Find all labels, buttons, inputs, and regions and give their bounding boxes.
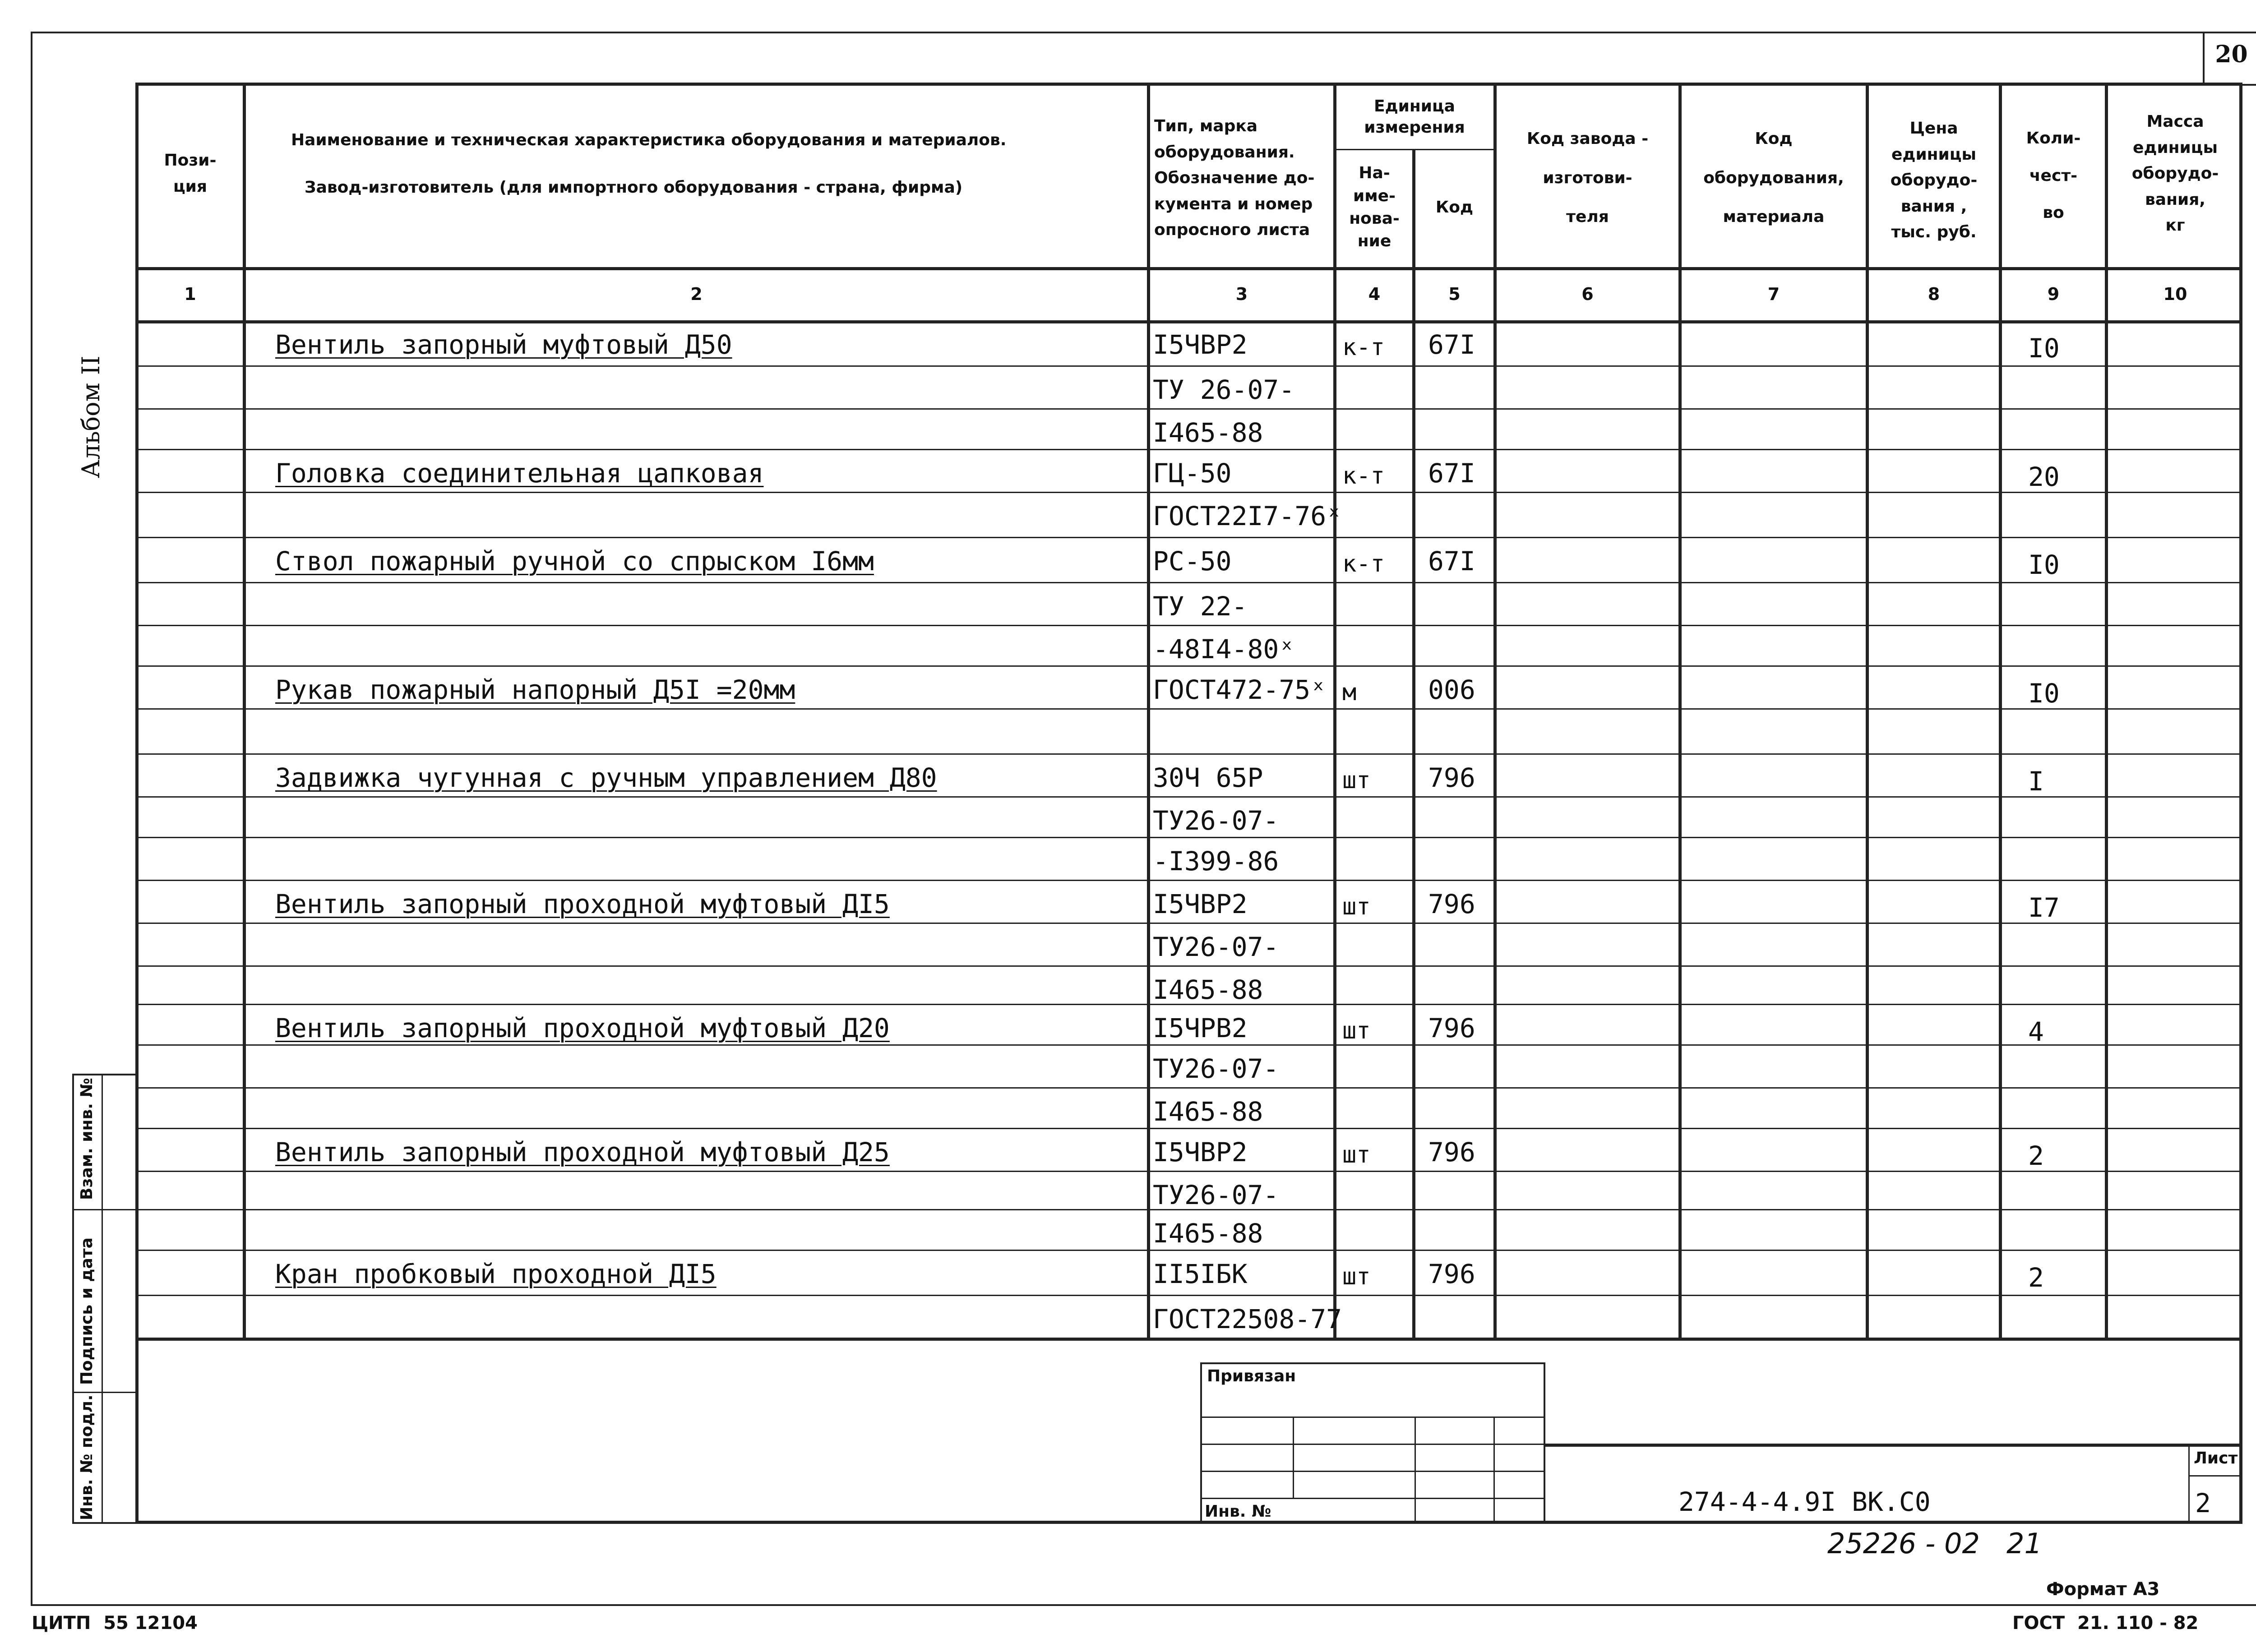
item-name: Вентиль запорный проходной муфтовый ДI5 bbox=[275, 889, 890, 919]
item-type-line: I5ЧВР2 bbox=[1153, 329, 1248, 360]
item-unit-code: 796 bbox=[1428, 889, 1475, 919]
col-line-4 bbox=[1412, 149, 1415, 1338]
doc-code-line bbox=[1545, 1444, 2242, 1447]
item-type-line: I465-88 bbox=[1153, 974, 1263, 1005]
item-unit-code: 796 bbox=[1428, 1013, 1475, 1043]
list-value: 2 bbox=[2195, 1488, 2211, 1518]
item-qty: I0 bbox=[2028, 333, 2060, 364]
colnum-3: 3 bbox=[1235, 284, 1248, 304]
colnum-8: 8 bbox=[1928, 284, 1940, 304]
header-name-line2: Завод-изготовитель (для импортного оборудования - страна, фирма) bbox=[305, 178, 963, 197]
col-line-9 bbox=[2105, 83, 2108, 1338]
privyazan-v1 bbox=[1293, 1417, 1294, 1498]
row-line bbox=[135, 837, 2242, 838]
header-unit-name: На- име- нова- ние bbox=[1349, 164, 1400, 251]
item-type-line: -I399-86 bbox=[1153, 846, 1279, 877]
item-type-line: I5ЧРВ2 bbox=[1153, 1013, 1248, 1043]
item-unit-code: 796 bbox=[1428, 1137, 1475, 1167]
side-label-inv: Инв. № подл. bbox=[78, 1394, 96, 1520]
colnum-divider bbox=[135, 320, 2242, 323]
row-line bbox=[135, 665, 2242, 667]
side-stamp-divider bbox=[102, 1074, 103, 1524]
item-unit-code: 796 bbox=[1428, 1259, 1475, 1289]
item-name: Задвижка чугунная с ручным управлением Д80 bbox=[275, 762, 937, 793]
colnum-2: 2 bbox=[690, 284, 703, 304]
item-unit: шт bbox=[1342, 1263, 1371, 1290]
item-qty: I bbox=[2028, 766, 2044, 797]
item-qty: I0 bbox=[2028, 678, 2060, 709]
item-unit-code: 67I bbox=[1428, 329, 1475, 360]
item-type-line: ТУ26-07- bbox=[1153, 932, 1279, 962]
row-line bbox=[135, 923, 2242, 924]
header-divider bbox=[135, 267, 2242, 270]
side-label-podpis: Подпись и дата bbox=[78, 1237, 96, 1385]
colnum-1: 1 bbox=[184, 284, 196, 304]
item-type-line: I465-88 bbox=[1153, 417, 1263, 448]
header-pos: Пози- ция bbox=[164, 151, 217, 196]
item-type-line: ГОСТ22I7-76ˣ bbox=[1153, 501, 1342, 531]
col-line-5 bbox=[1493, 83, 1497, 1338]
body-bottom bbox=[135, 1338, 2242, 1341]
item-unit-code: 006 bbox=[1428, 674, 1475, 705]
col-line-7 bbox=[1866, 83, 1869, 1338]
item-type-line: II5IБК bbox=[1153, 1259, 1248, 1289]
row-line bbox=[135, 537, 2242, 538]
item-name: Ствол пожарный ручной со спрыском I6мм bbox=[275, 546, 874, 577]
item-unit: к-т bbox=[1342, 550, 1385, 577]
list-divider bbox=[2188, 1444, 2190, 1524]
item-unit-code: 67I bbox=[1428, 458, 1475, 489]
item-type-line: I465-88 bbox=[1153, 1096, 1263, 1127]
row-line bbox=[135, 965, 2242, 967]
colnum-10: 10 bbox=[2163, 284, 2187, 304]
row-line bbox=[135, 492, 2242, 493]
header-name-line1: Наименование и техническая характеристика оборудования и материалов. bbox=[291, 131, 1007, 149]
privyazan-label: Привязан bbox=[1207, 1367, 1296, 1385]
colnum-6: 6 bbox=[1581, 284, 1594, 304]
col-line-2 bbox=[1147, 83, 1150, 1338]
item-qty: I0 bbox=[2028, 549, 2060, 580]
item-qty: 4 bbox=[2028, 1016, 2044, 1047]
item-type-line: РС-50 bbox=[1153, 546, 1232, 577]
header-price: Цена единицы оборудо- вания , тыс. руб. bbox=[1890, 119, 1978, 242]
item-name: Вентиль запорный проходной муфтовый Д20 bbox=[275, 1013, 890, 1043]
sheet-number: 20 bbox=[2215, 41, 2248, 68]
item-qty: I7 bbox=[2028, 892, 2060, 923]
col-line-1 bbox=[243, 83, 246, 1338]
item-name: Кран пробковый проходной ДI5 bbox=[275, 1259, 717, 1289]
header-factory-code: Код завода - изготови- теля bbox=[1526, 129, 1649, 226]
privyazan-v2 bbox=[1415, 1417, 1416, 1524]
list-line bbox=[2188, 1475, 2242, 1477]
header-qty: Коли- чест- во bbox=[2026, 129, 2081, 222]
item-qty: 20 bbox=[2028, 461, 2060, 492]
item-unit-code: 67I bbox=[1428, 546, 1475, 577]
item-name: Вентиль запорный муфтовый Д50 bbox=[275, 329, 732, 360]
doc-code: 274-4-4.9I ВК.С0 bbox=[1678, 1486, 1931, 1517]
colnum-9: 9 bbox=[2047, 284, 2060, 304]
item-type-line: 30Ч 65Р bbox=[1153, 762, 1263, 793]
item-type-line: I465-88 bbox=[1153, 1218, 1263, 1249]
privyazan-v3 bbox=[1493, 1417, 1495, 1524]
col-line-8 bbox=[1999, 83, 2002, 1338]
item-type-line: ТУ26-07- bbox=[1153, 805, 1279, 836]
row-line bbox=[135, 1044, 2242, 1046]
row-line bbox=[135, 449, 2242, 450]
row-line bbox=[135, 1128, 2242, 1129]
item-type-line: I5ЧВР2 bbox=[1153, 889, 1248, 919]
side-label-vzam: Взам. инв. № bbox=[78, 1078, 96, 1200]
item-qty: 2 bbox=[2028, 1140, 2044, 1171]
row-line bbox=[135, 880, 2242, 881]
item-name: Рукав пожарный напорный Д5I =20мм bbox=[275, 674, 795, 705]
row-line bbox=[135, 1295, 2242, 1296]
item-unit: шт bbox=[1342, 1017, 1371, 1044]
item-type-line: ГОСТ472-75ˣ bbox=[1153, 674, 1327, 705]
col-line-3 bbox=[1333, 83, 1336, 1338]
footer-gost: ГОСТ 21. 110 - 82 bbox=[2012, 1613, 2199, 1634]
row-line bbox=[135, 1250, 2242, 1251]
row-line bbox=[135, 625, 2242, 626]
header-type: Тип, марка оборудования. Обозначение до- кумента и номер опросного листа bbox=[1154, 117, 1315, 240]
side-stamp-line2 bbox=[72, 1392, 138, 1393]
item-type-line: ГОСТ22508-77 bbox=[1153, 1304, 1342, 1334]
row-line bbox=[135, 408, 2242, 410]
row-line bbox=[135, 582, 2242, 583]
item-type-line: ТУ26-07- bbox=[1153, 1180, 1279, 1210]
header-unit-group: Единица измерения bbox=[1364, 97, 1465, 137]
item-type-line: I5ЧВР2 bbox=[1153, 1137, 1248, 1167]
colnum-4: 4 bbox=[1368, 284, 1381, 304]
item-qty: 2 bbox=[2028, 1262, 2044, 1293]
item-type-line: -48I4-80ˣ bbox=[1153, 634, 1295, 664]
item-type-line: ТУ26-07- bbox=[1153, 1053, 1279, 1084]
item-type-line: ГЦ-50 bbox=[1153, 458, 1232, 489]
item-unit-code: 796 bbox=[1428, 762, 1475, 793]
colnum-5: 5 bbox=[1448, 284, 1461, 304]
row-line bbox=[135, 365, 2242, 367]
item-unit: к-т bbox=[1342, 334, 1385, 361]
row-line bbox=[135, 796, 2242, 798]
header-unit-code: Код bbox=[1435, 198, 1474, 217]
row-line bbox=[135, 1171, 2242, 1172]
row-line bbox=[135, 1087, 2242, 1089]
item-type-line: ТУ 22- bbox=[1153, 591, 1248, 622]
footer-left: ЦИТП 55 12104 bbox=[32, 1613, 198, 1634]
item-unit: шт bbox=[1342, 767, 1371, 794]
header-mass: Масса единицы оборудо- вания, кг bbox=[2131, 112, 2219, 235]
side-stamp-line1 bbox=[72, 1209, 138, 1210]
unit-group-divider bbox=[1333, 149, 1493, 150]
col-line-6 bbox=[1678, 83, 1682, 1338]
item-unit: шт bbox=[1342, 1141, 1371, 1168]
list-label: Лист bbox=[2194, 1449, 2238, 1467]
item-unit: м bbox=[1342, 679, 1357, 706]
row-line bbox=[135, 753, 2242, 755]
item-unit: шт bbox=[1342, 893, 1371, 920]
header-equipment-code: Код оборудования, материала bbox=[1703, 129, 1844, 226]
album-label: Альбом II bbox=[77, 355, 105, 478]
handwritten-number: 25226 - 02 21 bbox=[1827, 1527, 2042, 1560]
item-type-line: ТУ 26-07- bbox=[1153, 374, 1295, 405]
colnum-7: 7 bbox=[1767, 284, 1780, 304]
item-name: Вентиль запорный проходной муфтовый Д25 bbox=[275, 1137, 890, 1167]
footer-format: Формат А3 bbox=[2046, 1579, 2160, 1600]
inv-no-label: Инв. № bbox=[1205, 1502, 1271, 1521]
item-name: Головка соединительная цапковая bbox=[275, 458, 764, 489]
item-unit: к-т bbox=[1342, 462, 1385, 489]
row-line bbox=[135, 708, 2242, 710]
